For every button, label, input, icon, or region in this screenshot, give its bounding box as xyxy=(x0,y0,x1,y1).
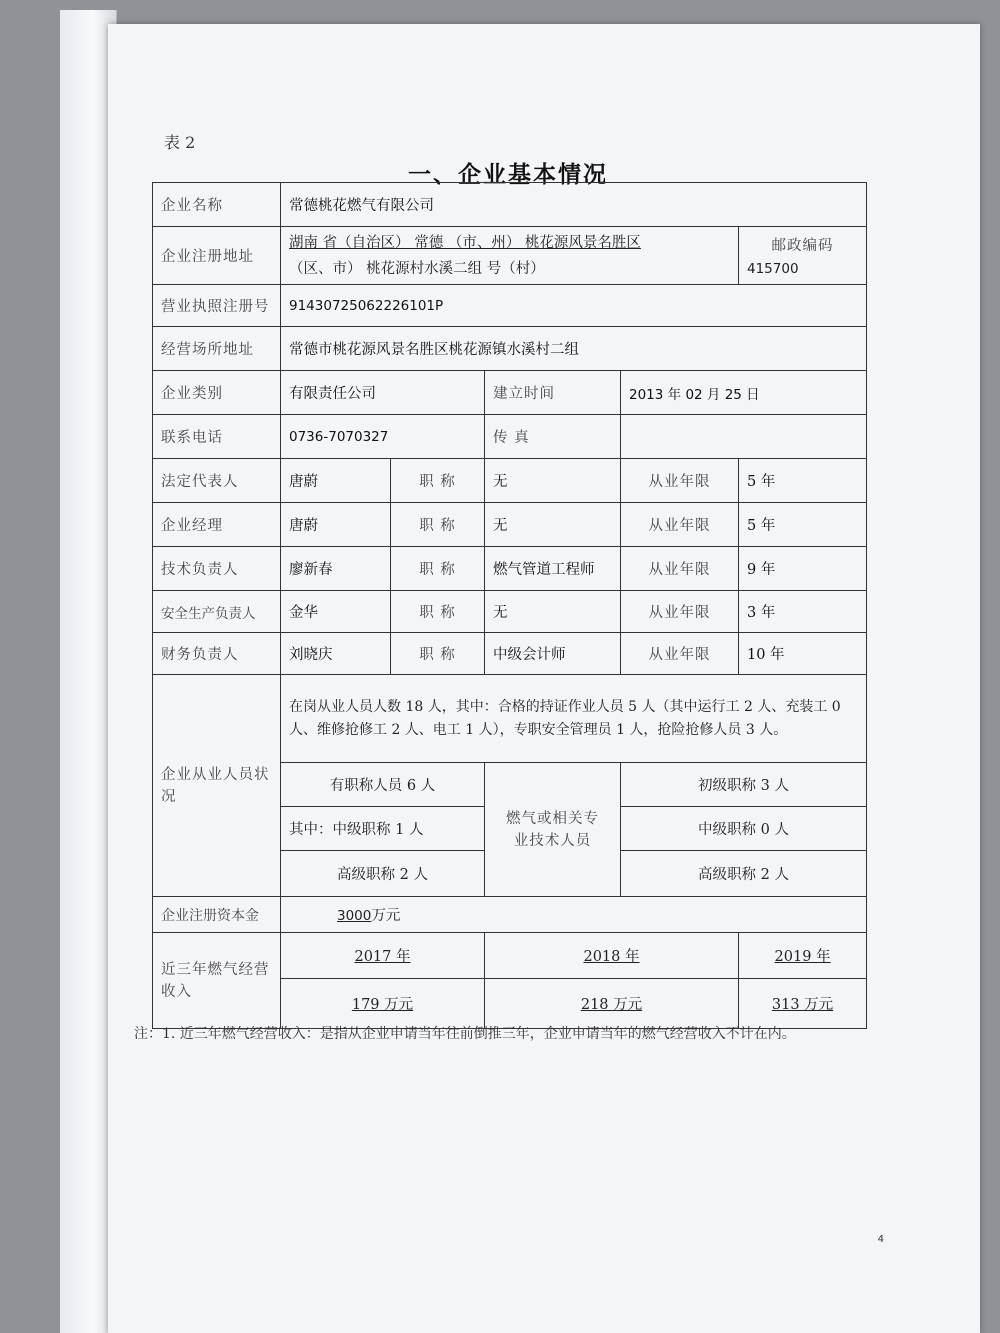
title-label: 职 称 xyxy=(391,459,485,503)
row-legal-rep xyxy=(153,459,867,503)
capital-unit: 万元 xyxy=(371,908,401,924)
label-business-address: 经营场所地址 xyxy=(153,327,281,371)
person-title: 无 xyxy=(485,591,621,633)
person-name: 唐蔚 xyxy=(281,503,391,547)
page-number: 4 xyxy=(877,1234,884,1245)
reg-address-line2: （区、市） 桃花源村水溪二组 号（村） xyxy=(289,260,545,277)
business-address-value: 常德市桃花源风景名胜区桃花源镇水溪村二组 xyxy=(281,327,867,371)
label-revenue: 近三年燃气经营收入 xyxy=(153,933,281,1029)
person-years: 5 年 xyxy=(739,459,867,503)
role-label: 企业经理 xyxy=(153,503,281,547)
revenue-year: 2019 年 xyxy=(739,933,867,979)
label-capital: 企业注册资本金 xyxy=(153,897,281,933)
document-page xyxy=(108,24,980,1333)
company-info-table xyxy=(152,182,867,1029)
role-label: 财务负责人 xyxy=(153,633,281,675)
person-name: 金华 xyxy=(281,591,391,633)
person-name: 唐蔚 xyxy=(281,459,391,503)
staff-with-title: 有职称人员 6 人 xyxy=(281,763,485,807)
revenue-year: 2017 年 xyxy=(281,933,485,979)
years-label: 从业年限 xyxy=(621,591,739,633)
reg-address-value xyxy=(281,227,739,285)
title-label: 职 称 xyxy=(391,591,485,633)
person-years: 9 年 xyxy=(739,547,867,591)
row-company-name xyxy=(153,183,867,227)
person-name: 廖新春 xyxy=(281,547,391,591)
years-label: 从业年限 xyxy=(621,503,739,547)
staff-mid-title: 其中：中级职称 1 人 xyxy=(281,807,485,851)
founded-value: 2013 年 02 月 25 日 xyxy=(621,371,867,415)
postal-code-value: 415700 xyxy=(747,261,799,277)
person-years: 5 年 xyxy=(739,503,867,547)
row-revenue-years xyxy=(153,933,867,979)
row-safety-lead xyxy=(153,591,867,633)
staff-senior-title: 高级职称 2 人 xyxy=(281,851,485,897)
label-gas-tech: 燃气或相关专业技术人员 xyxy=(485,763,621,897)
row-phone xyxy=(153,415,867,459)
revenue-amount: 313 万元 xyxy=(739,979,867,1029)
years-label: 从业年限 xyxy=(621,547,739,591)
years-label: 从业年限 xyxy=(621,459,739,503)
row-type xyxy=(153,371,867,415)
label-reg-address: 企业注册地址 xyxy=(153,227,281,285)
row-business-address xyxy=(153,327,867,371)
label-company-name: 企业名称 xyxy=(153,183,281,227)
role-label: 技术负责人 xyxy=(153,547,281,591)
company-name-value: 常德桃花燃气有限公司 xyxy=(281,183,867,227)
reg-address-line1: 湖南 省（自治区） 常德 （市、州） 桃花源风景名胜区 xyxy=(289,234,641,251)
person-name: 刘晓庆 xyxy=(281,633,391,675)
person-title: 无 xyxy=(485,503,621,547)
gas-mid-title: 中级职称 0 人 xyxy=(621,807,867,851)
gas-senior-title: 高级职称 2 人 xyxy=(621,851,867,897)
footnote: 注：1. 近三年燃气经营收入：是指从企业申请当年往前倒推三年，企业申请当年的燃气经营收入不计在内。 xyxy=(134,1026,796,1042)
label-phone: 联系电话 xyxy=(153,415,281,459)
person-years: 3 年 xyxy=(739,591,867,633)
label-license-no: 营业执照注册号 xyxy=(153,285,281,327)
role-label: 安全生产负责人 xyxy=(153,591,281,633)
row-finance-lead xyxy=(153,633,867,675)
staff-summary: 在岗从业人员人数 18 人，其中：合格的持证作业人员 5 人（其中运行工 2 人、充装工 0 人、维修抢修工 2 人、电工 1 人），专职安全管理员 1 人，抢险抢修人员 3 人。 xyxy=(281,675,867,763)
row-manager xyxy=(153,503,867,547)
label-staff-status: 企业从业人员状况 xyxy=(153,675,281,897)
row-tech-lead xyxy=(153,547,867,591)
row-staff-summary xyxy=(153,675,867,763)
row-capital xyxy=(153,897,867,933)
label-fax: 传 真 xyxy=(485,415,621,459)
type-value: 有限责任公司 xyxy=(281,371,485,415)
label-type: 企业类别 xyxy=(153,371,281,415)
row-reg-address xyxy=(153,227,867,285)
title-label: 职 称 xyxy=(391,547,485,591)
person-title: 无 xyxy=(485,459,621,503)
title-label: 职 称 xyxy=(391,633,485,675)
label-postal-code: 邮政编码 xyxy=(771,238,834,254)
label-founded: 建立时间 xyxy=(485,371,621,415)
years-label: 从业年限 xyxy=(621,633,739,675)
fax-value xyxy=(621,415,867,459)
revenue-amount: 218 万元 xyxy=(485,979,739,1029)
gas-junior-title: 初级职称 3 人 xyxy=(621,763,867,807)
phone-value: 0736-7070327 xyxy=(281,415,485,459)
title-label: 职 称 xyxy=(391,503,485,547)
revenue-year: 2018 年 xyxy=(485,933,739,979)
person-title: 中级会计师 xyxy=(485,633,621,675)
person-years: 10 年 xyxy=(739,633,867,675)
capital-value xyxy=(281,897,867,933)
row-license xyxy=(153,285,867,327)
role-label: 法定代表人 xyxy=(153,459,281,503)
capital-amount: 3000 xyxy=(337,908,372,924)
page-title: 一、企业基本情况 xyxy=(408,161,608,188)
revenue-amount: 179 万元 xyxy=(281,979,485,1029)
postal-cell xyxy=(739,227,867,285)
table-tag: 表 2 xyxy=(164,133,196,152)
license-no-value: 91430725062226101P xyxy=(281,285,867,327)
person-title: 燃气管道工程师 xyxy=(485,547,621,591)
